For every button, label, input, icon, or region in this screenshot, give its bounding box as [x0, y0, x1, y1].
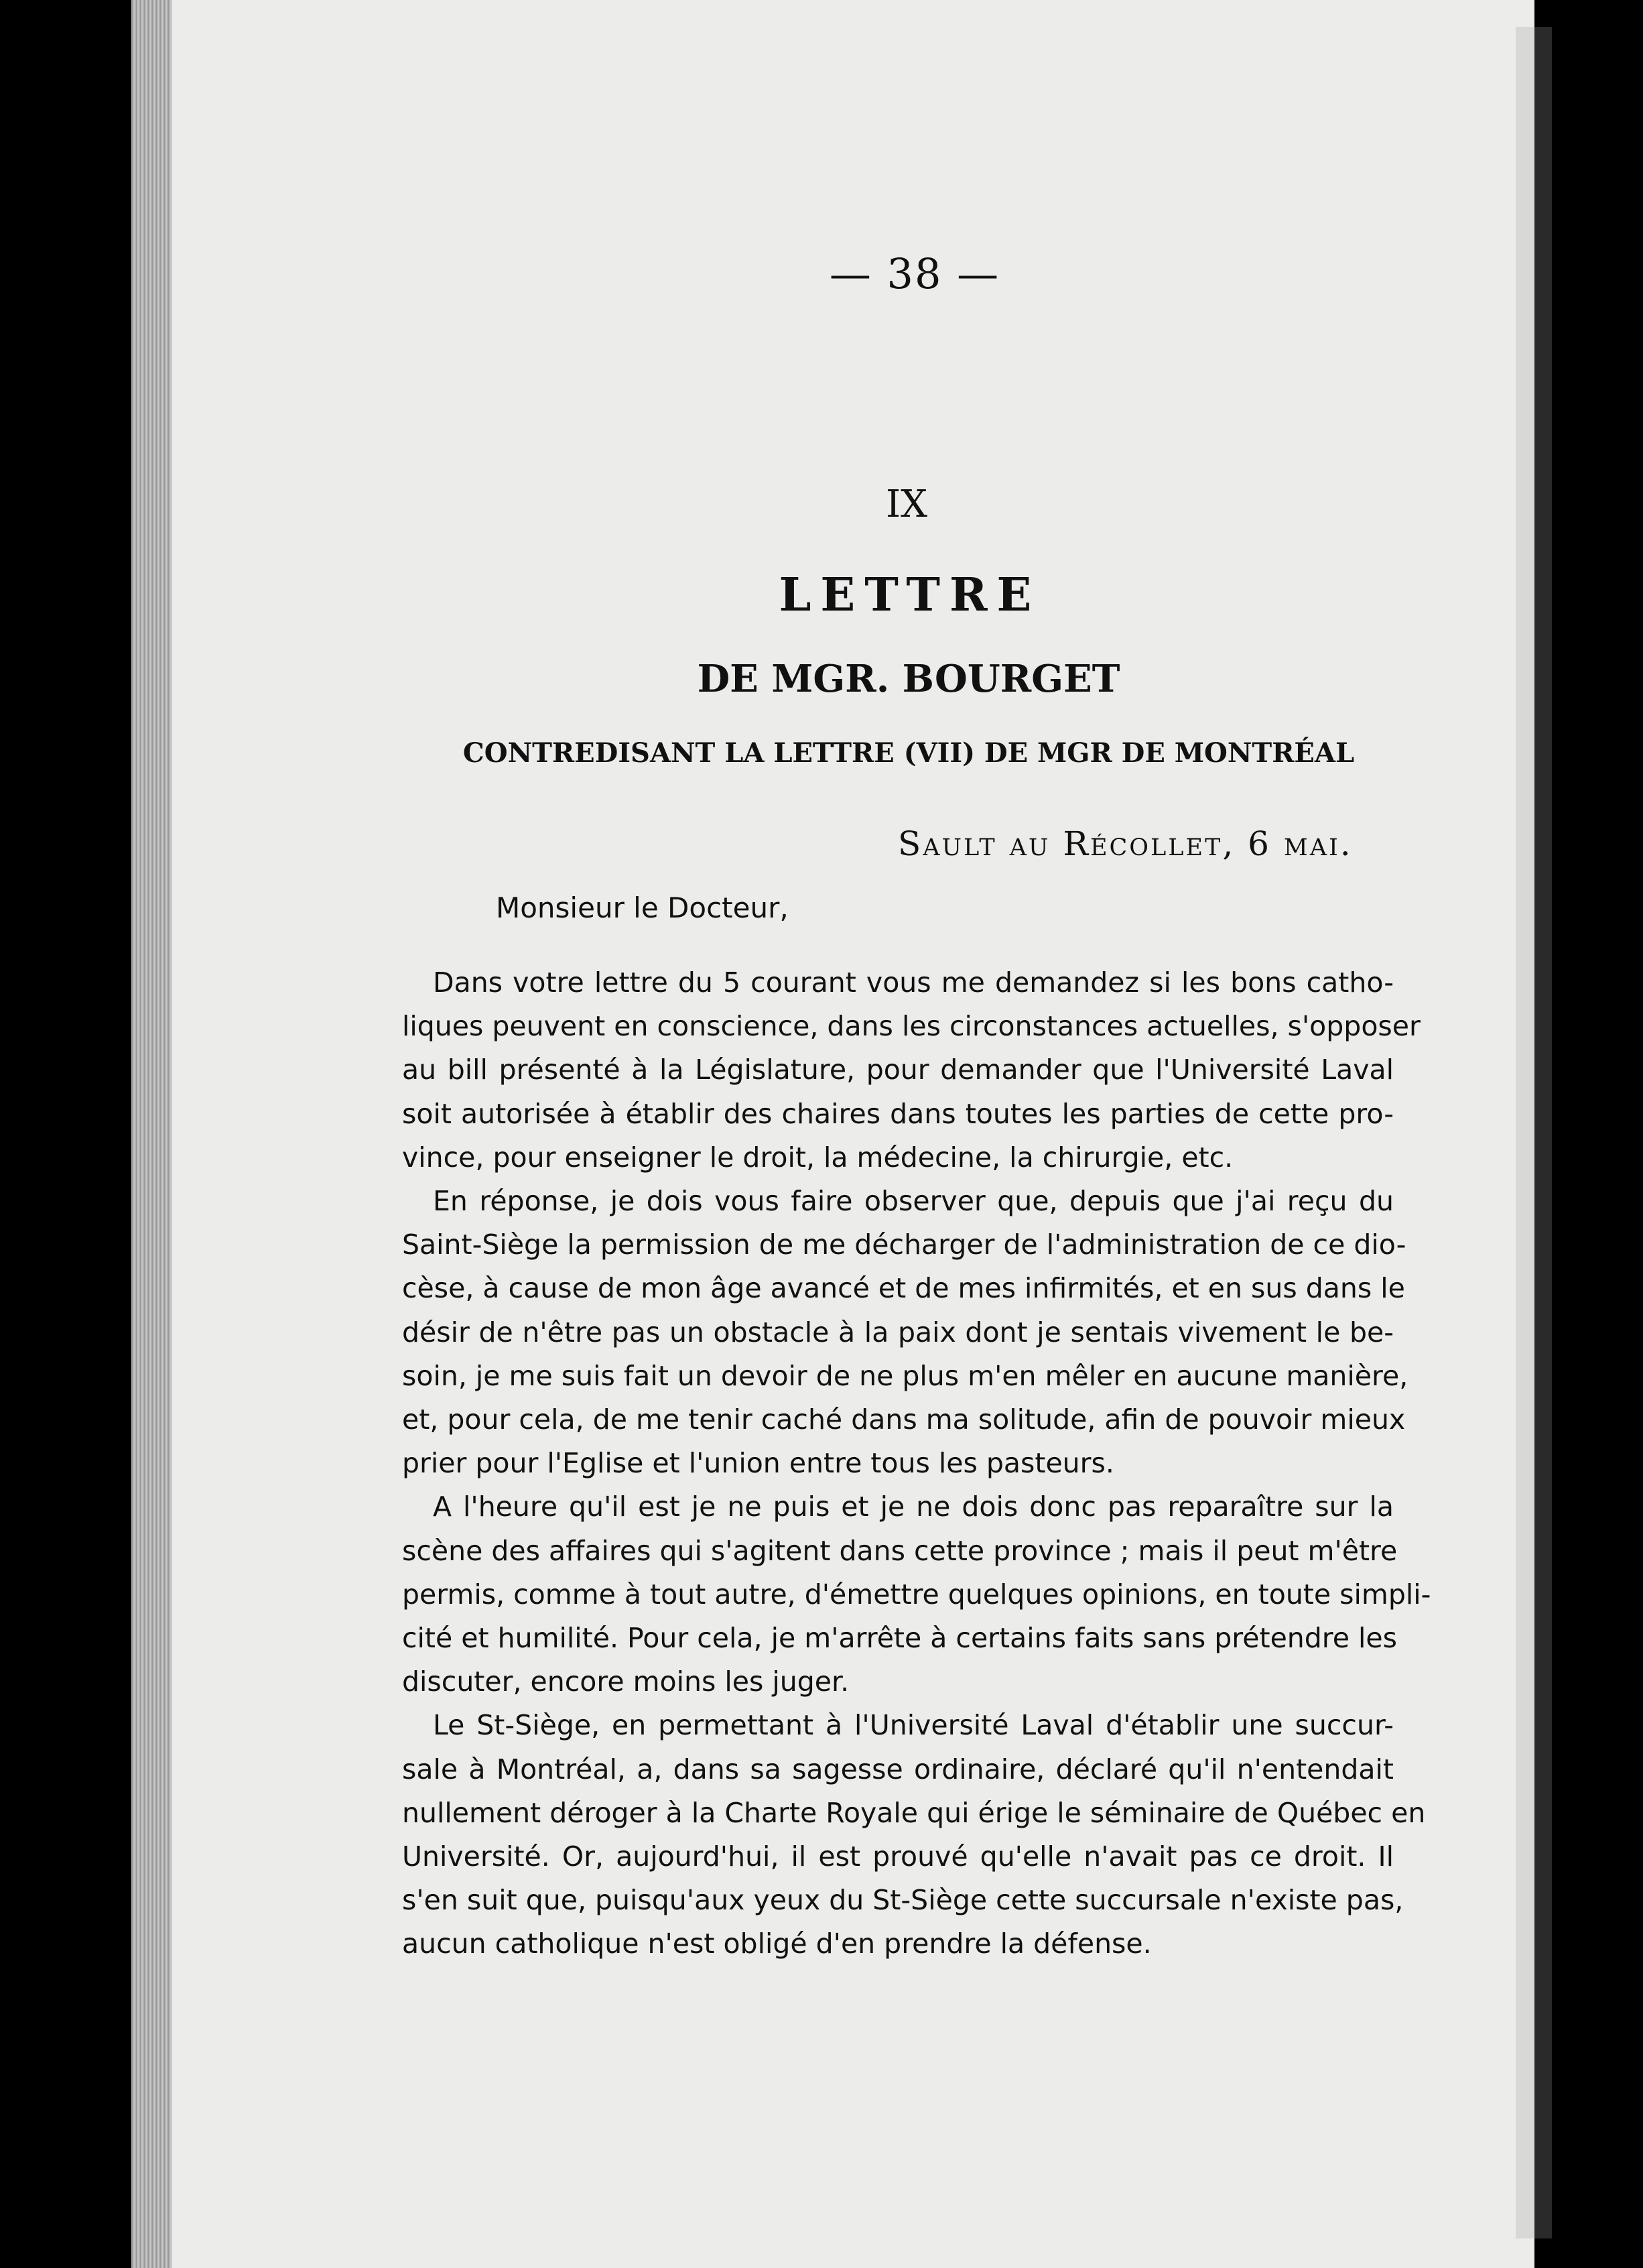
- text-line: liques peuvent en conscience, dans les circonstances actuelles, s'opposer: [402, 1010, 1421, 1043]
- text-line: cité et humilité. Pour cela, je m'arrête à certains faits sans prétendre les: [402, 1622, 1397, 1655]
- letter-body: [402, 961, 1431, 1966]
- section-number: IX: [886, 483, 927, 526]
- paragraph-2: [402, 1180, 1408, 1485]
- right-page-edge: [1534, 27, 1552, 2239]
- text-line: Dans votre lettre du 5 courant vous me demandez si les bons catho-: [433, 966, 1394, 999]
- paragraph-3: [402, 1485, 1431, 1704]
- right-page-edge-light: [1516, 27, 1534, 2239]
- text-line: vince, pour enseigner le droit, la médecine, la chirurgie, etc.: [402, 1141, 1234, 1174]
- text-line: désir de n'être pas un obstacle à la paix dont je sentais vivement le be-: [402, 1316, 1394, 1348]
- text-line: soin, je me suis fait un devoir de ne plus m'en mêler en aucune manière,: [402, 1359, 1408, 1392]
- text-line: scène des affaires qui s'agitent dans cette province ; mais il peut m'être: [402, 1534, 1398, 1567]
- paragraph-1: [402, 961, 1421, 1180]
- author-heading: DE MGR. BOURGET: [697, 657, 1120, 701]
- text-line: En réponse, je dois vous faire observer que, depuis que j'ai reçu du: [433, 1185, 1394, 1218]
- text-line: Saint-Siège la permission de me décharger de l'administration de ce dio-: [402, 1228, 1406, 1261]
- text-line: permis, comme à tout autre, d'émettre quelques opinions, en toute simpli-: [402, 1578, 1431, 1611]
- dateline: Sault au Récollet, 6 mai.: [898, 824, 1353, 863]
- salutation: Monsieur le Docteur,: [496, 891, 789, 924]
- paragraph-4: [402, 1704, 1426, 1966]
- heading: LETTRE: [779, 568, 1041, 622]
- text-line: et, pour cela, de me tenir caché dans ma solitude, afin de pouvoir mieux: [402, 1403, 1406, 1436]
- text-line: prier pour l'Eglise et l'union entre tous les pasteurs.: [402, 1447, 1114, 1480]
- text-line: A l'heure qu'il est je ne puis et je ne dois donc pas reparaître sur la: [433, 1491, 1394, 1523]
- text-line: nullement déroger à la Charte Royale qui érige le séminaire de Québec en: [402, 1796, 1426, 1829]
- text-line: s'en suit que, puisqu'aux yeux du St-Siège cette succursale n'existe pas,: [402, 1884, 1404, 1917]
- text-line: Université. Or, aujourd'hui, il est prouvé qu'elle n'avait pas ce droit. Il: [402, 1840, 1394, 1873]
- subtitle: CONTREDISANT LA LETTRE (VII) DE MGR DE MONTRÉAL: [462, 737, 1355, 769]
- text-line: aucun catholique n'est obligé d'en prendre la défense.: [402, 1928, 1152, 1960]
- text-line: Le St-Siège, en permettant à l'Université Laval d'établir une succur-: [433, 1709, 1394, 1742]
- page-number: — 38 —: [829, 249, 1000, 298]
- text-line: cèse, à cause de mon âge avancé et de mes infirmités, et en sus dans le: [402, 1272, 1405, 1305]
- text-line: soit autorisée à établir des chaires dans toutes les parties de cette pro-: [402, 1097, 1394, 1130]
- text-line: discuter, encore moins les juger.: [402, 1665, 850, 1698]
- text-line: au bill présenté à la Législature, pour demander que l'Université Laval: [402, 1054, 1394, 1086]
- text-line: sale à Montréal, a, dans sa sagesse ordinaire, déclaré qu'il n'entendait: [402, 1753, 1394, 1785]
